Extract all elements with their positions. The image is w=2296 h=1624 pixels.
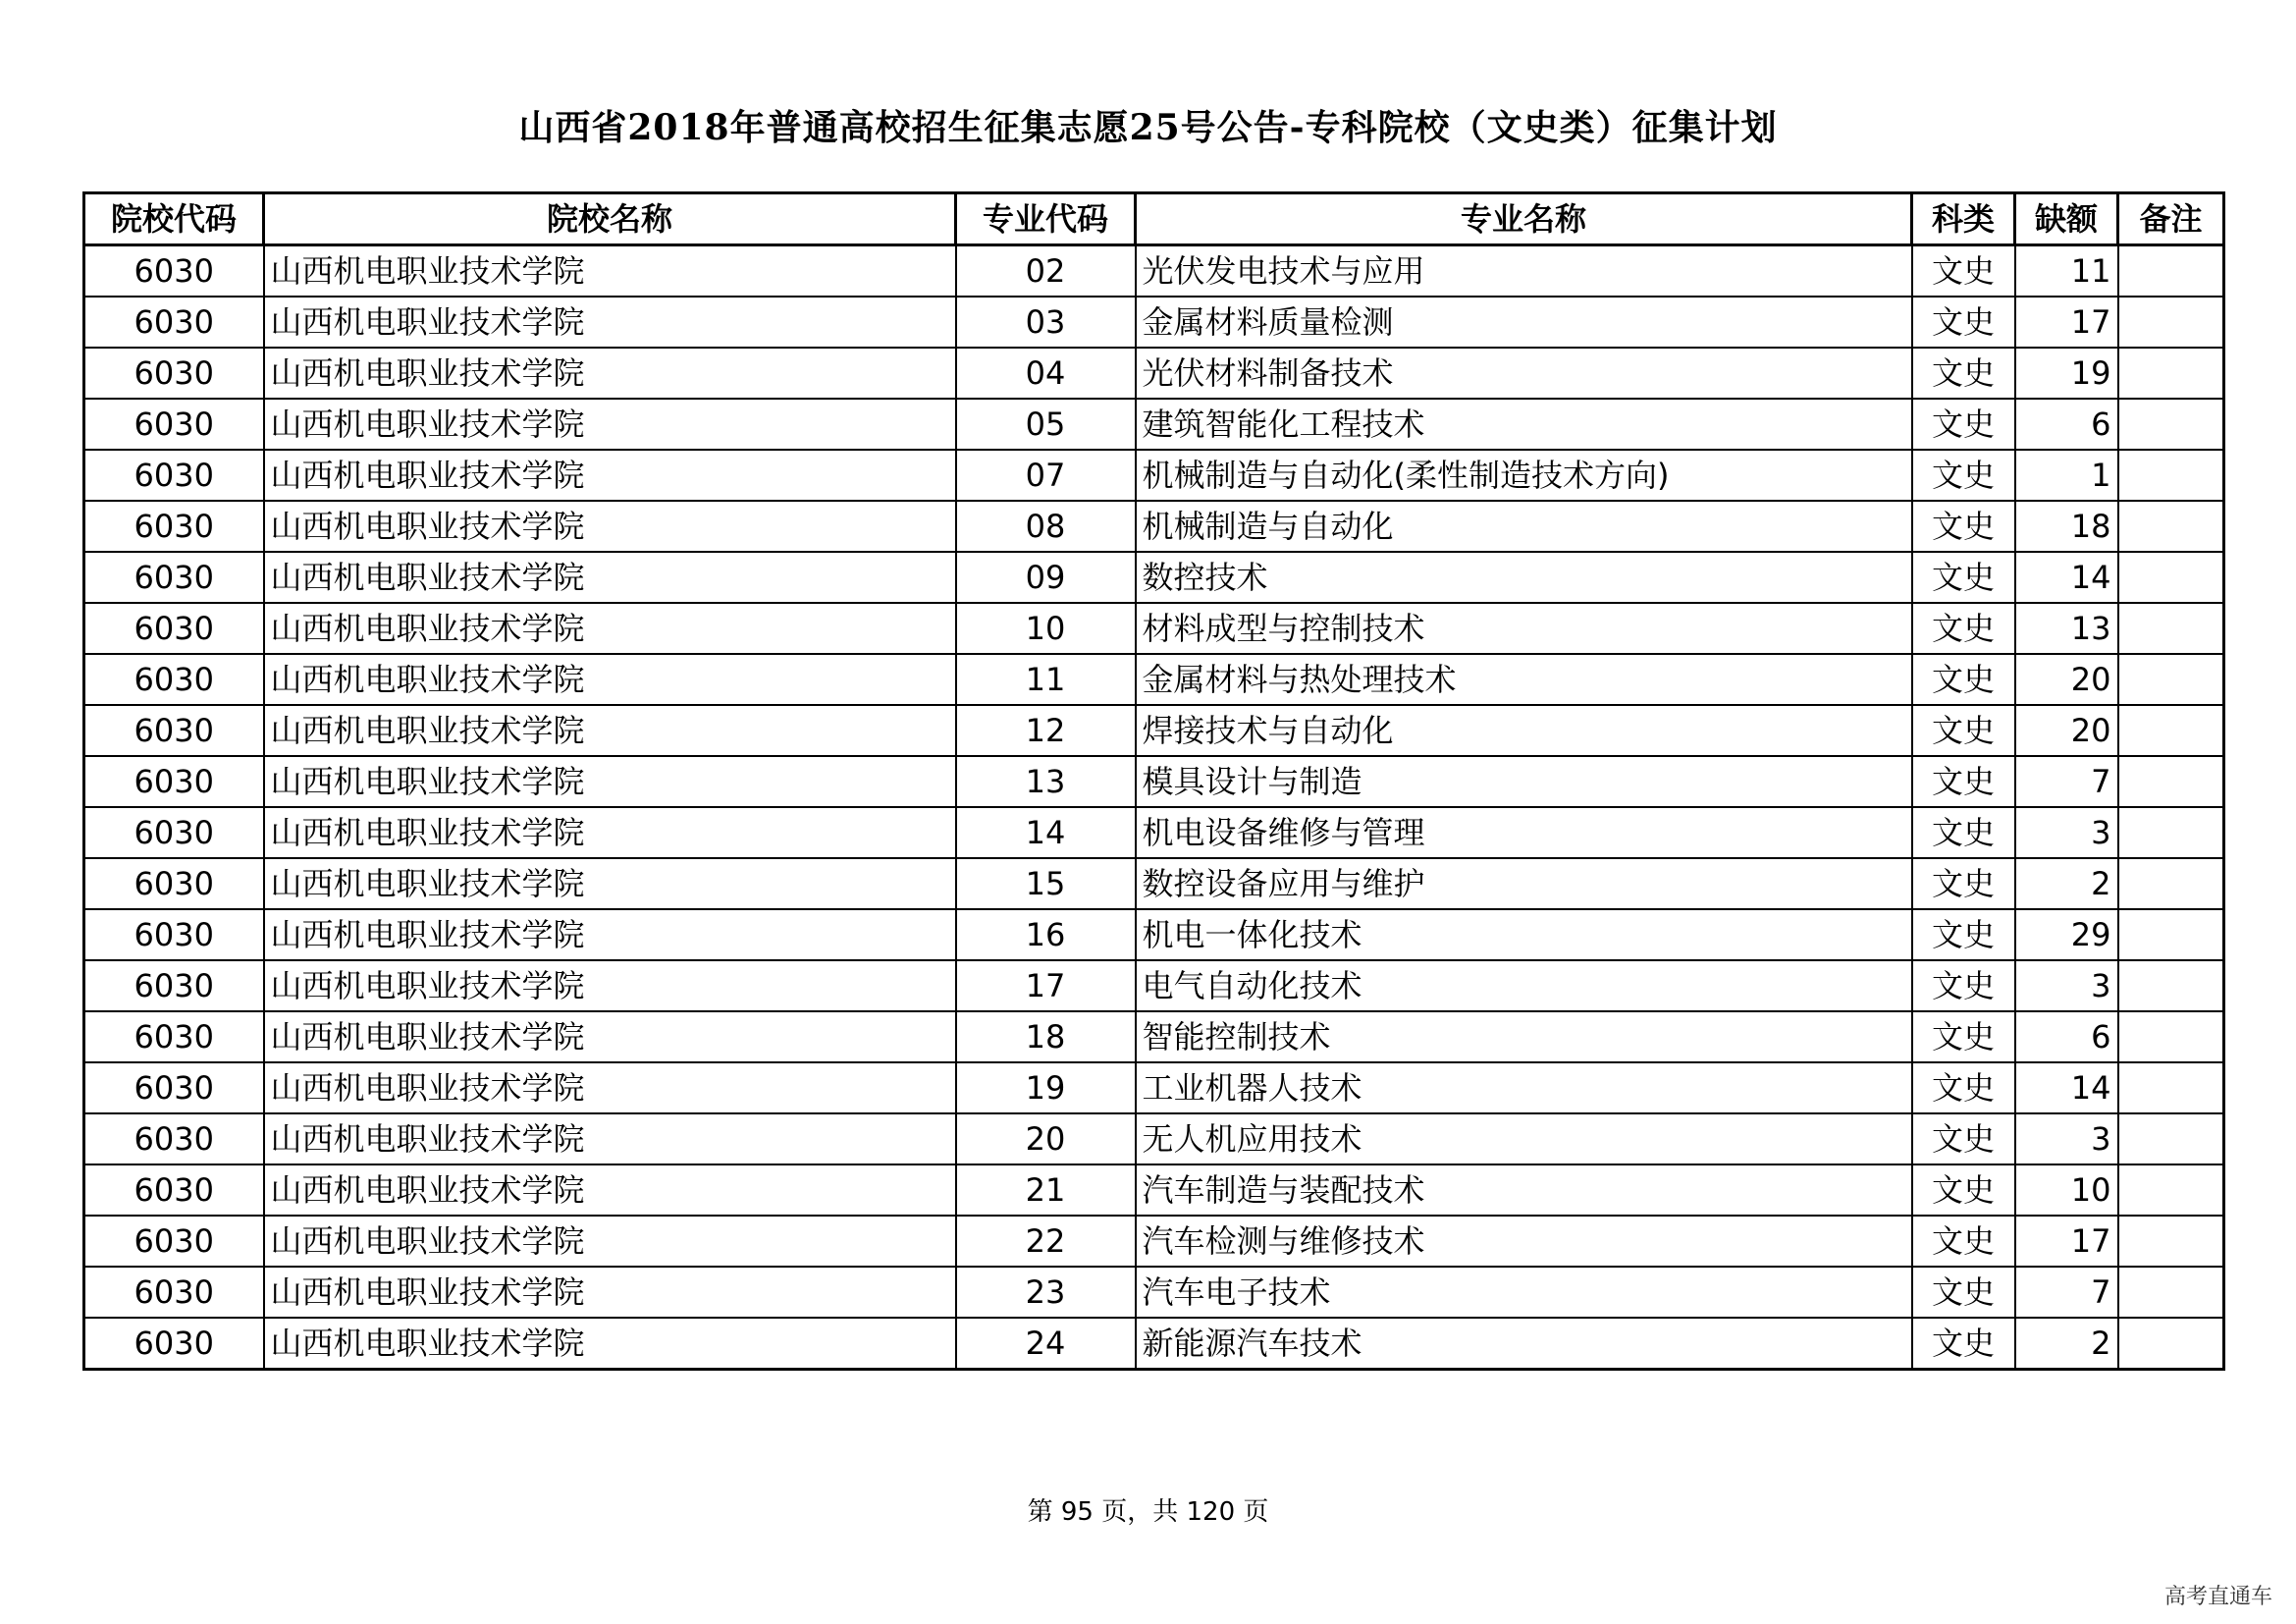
cell-school-code: 6030	[84, 807, 264, 858]
cell-remarks	[2118, 1164, 2224, 1216]
cell-remarks	[2118, 1113, 2224, 1164]
table-row	[84, 756, 2224, 807]
cell-major-code: 10	[956, 603, 1136, 654]
cell-school-code: 6030	[84, 450, 264, 501]
cell-remarks	[2118, 960, 2224, 1011]
cell-major-code: 04	[956, 348, 1136, 399]
cell-remarks	[2118, 1267, 2224, 1318]
cell-category: 文史	[1912, 603, 2015, 654]
cell-category: 文史	[1912, 960, 2015, 1011]
table-row	[84, 552, 2224, 603]
cell-remarks	[2118, 858, 2224, 909]
table-row	[84, 1164, 2224, 1216]
cell-major-code: 12	[956, 705, 1136, 756]
cell-school-code: 6030	[84, 399, 264, 450]
cell-category: 文史	[1912, 501, 2015, 552]
header-category: 科类	[1912, 193, 2015, 245]
cell-quota: 7	[2015, 1267, 2118, 1318]
cell-quota: 20	[2015, 705, 2118, 756]
cell-major-name: 汽车检测与维修技术	[1136, 1216, 1912, 1267]
cell-major-name: 金属材料质量检测	[1136, 297, 1912, 348]
cell-school-name: 山西机电职业技术学院	[264, 756, 956, 807]
cell-quota: 13	[2015, 603, 2118, 654]
cell-major-name: 智能控制技术	[1136, 1011, 1912, 1062]
cell-category: 文史	[1912, 705, 2015, 756]
table-row	[84, 1011, 2224, 1062]
cell-major-name: 材料成型与控制技术	[1136, 603, 1912, 654]
cell-quota: 17	[2015, 1216, 2118, 1267]
table-row	[84, 450, 2224, 501]
cell-major-name: 金属材料与热处理技术	[1136, 654, 1912, 705]
cell-school-name: 山西机电职业技术学院	[264, 858, 956, 909]
cell-school-code: 6030	[84, 756, 264, 807]
cell-school-name: 山西机电职业技术学院	[264, 909, 956, 960]
cell-category: 文史	[1912, 552, 2015, 603]
cell-category: 文史	[1912, 1062, 2015, 1113]
cell-remarks	[2118, 501, 2224, 552]
cell-major-name: 新能源汽车技术	[1136, 1318, 1912, 1370]
cell-school-code: 6030	[84, 603, 264, 654]
cell-category: 文史	[1912, 1267, 2015, 1318]
cell-quota: 3	[2015, 807, 2118, 858]
cell-remarks	[2118, 603, 2224, 654]
cell-school-name: 山西机电职业技术学院	[264, 1011, 956, 1062]
cell-school-name: 山西机电职业技术学院	[264, 399, 956, 450]
cell-category: 文史	[1912, 1011, 2015, 1062]
cell-category: 文史	[1912, 858, 2015, 909]
cell-school-name: 山西机电职业技术学院	[264, 1318, 956, 1370]
cell-major-code: 15	[956, 858, 1136, 909]
cell-major-code: 21	[956, 1164, 1136, 1216]
table-row	[84, 1113, 2224, 1164]
cell-remarks	[2118, 348, 2224, 399]
cell-major-name: 数控设备应用与维护	[1136, 858, 1912, 909]
cell-major-code: 23	[956, 1267, 1136, 1318]
cell-school-code: 6030	[84, 654, 264, 705]
cell-quota: 2	[2015, 1318, 2118, 1370]
cell-major-name: 电气自动化技术	[1136, 960, 1912, 1011]
table-row	[84, 1062, 2224, 1113]
cell-school-name: 山西机电职业技术学院	[264, 603, 956, 654]
header-school-name: 院校名称	[264, 193, 956, 245]
cell-school-code: 6030	[84, 1113, 264, 1164]
cell-remarks	[2118, 807, 2224, 858]
cell-remarks	[2118, 399, 2224, 450]
cell-category: 文史	[1912, 399, 2015, 450]
table-row	[84, 909, 2224, 960]
cell-major-name: 汽车电子技术	[1136, 1267, 1912, 1318]
cell-remarks	[2118, 552, 2224, 603]
table-row	[84, 1318, 2224, 1370]
cell-school-name: 山西机电职业技术学院	[264, 654, 956, 705]
cell-category: 文史	[1912, 297, 2015, 348]
cell-school-code: 6030	[84, 1216, 264, 1267]
cell-major-code: 20	[956, 1113, 1136, 1164]
cell-quota: 29	[2015, 909, 2118, 960]
table-row	[84, 705, 2224, 756]
cell-school-name: 山西机电职业技术学院	[264, 960, 956, 1011]
cell-school-code: 6030	[84, 552, 264, 603]
cell-quota: 20	[2015, 654, 2118, 705]
cell-remarks	[2118, 245, 2224, 298]
cell-school-code: 6030	[84, 1318, 264, 1370]
cell-major-name: 模具设计与制造	[1136, 756, 1912, 807]
cell-school-code: 6030	[84, 348, 264, 399]
cell-major-name: 焊接技术与自动化	[1136, 705, 1912, 756]
cell-major-code: 19	[956, 1062, 1136, 1113]
cell-category: 文史	[1912, 1164, 2015, 1216]
cell-school-code: 6030	[84, 297, 264, 348]
cell-remarks	[2118, 450, 2224, 501]
table-row	[84, 807, 2224, 858]
cell-school-code: 6030	[84, 1267, 264, 1318]
header-major-name: 专业名称	[1136, 193, 1912, 245]
cell-major-name: 工业机器人技术	[1136, 1062, 1912, 1113]
cell-school-name: 山西机电职业技术学院	[264, 1267, 956, 1318]
cell-school-code: 6030	[84, 245, 264, 298]
header-remarks: 备注	[2118, 193, 2224, 245]
cell-quota: 3	[2015, 960, 2118, 1011]
cell-quota: 3	[2015, 1113, 2118, 1164]
cell-major-name: 数控技术	[1136, 552, 1912, 603]
cell-quota: 10	[2015, 1164, 2118, 1216]
table-row	[84, 348, 2224, 399]
cell-quota: 17	[2015, 297, 2118, 348]
cell-major-name: 机电一体化技术	[1136, 909, 1912, 960]
page-title: 山西省2018年普通高校招生征集志愿25号公告-专科院校（文史类）征集计划	[518, 107, 1778, 148]
cell-school-code: 6030	[84, 858, 264, 909]
cell-major-name: 光伏发电技术与应用	[1136, 245, 1912, 298]
cell-major-code: 17	[956, 960, 1136, 1011]
cell-category: 文史	[1912, 654, 2015, 705]
watermark: 高考直通车	[2163, 1585, 2272, 1609]
cell-major-code: 07	[956, 450, 1136, 501]
cell-school-code: 6030	[84, 1062, 264, 1113]
cell-school-name: 山西机电职业技术学院	[264, 1216, 956, 1267]
cell-major-code: 18	[956, 1011, 1136, 1062]
cell-major-name: 机械制造与自动化(柔性制造技术方向)	[1136, 450, 1912, 501]
cell-major-code: 11	[956, 654, 1136, 705]
cell-school-name: 山西机电职业技术学院	[264, 705, 956, 756]
cell-major-name: 无人机应用技术	[1136, 1113, 1912, 1164]
table-row	[84, 960, 2224, 1011]
cell-major-name: 建筑智能化工程技术	[1136, 399, 1912, 450]
cell-school-name: 山西机电职业技术学院	[264, 807, 956, 858]
cell-category: 文史	[1912, 245, 2015, 298]
table-header-row	[84, 193, 2224, 245]
cell-quota: 6	[2015, 1011, 2118, 1062]
cell-remarks	[2118, 1062, 2224, 1113]
cell-major-code: 24	[956, 1318, 1136, 1370]
table-row	[84, 297, 2224, 348]
table-row	[84, 858, 2224, 909]
header-major-code: 专业代码	[956, 193, 1136, 245]
cell-remarks	[2118, 1011, 2224, 1062]
cell-major-name: 光伏材料制备技术	[1136, 348, 1912, 399]
header-school-code: 院校代码	[84, 193, 264, 245]
cell-remarks	[2118, 909, 2224, 960]
cell-quota: 1	[2015, 450, 2118, 501]
cell-school-name: 山西机电职业技术学院	[264, 348, 956, 399]
cell-school-code: 6030	[84, 1011, 264, 1062]
cell-school-name: 山西机电职业技术学院	[264, 552, 956, 603]
cell-remarks	[2118, 756, 2224, 807]
enrollment-plan-table	[82, 191, 2225, 1371]
cell-category: 文史	[1912, 1113, 2015, 1164]
cell-remarks	[2118, 705, 2224, 756]
cell-category: 文史	[1912, 348, 2015, 399]
cell-school-code: 6030	[84, 909, 264, 960]
cell-major-code: 02	[956, 245, 1136, 298]
cell-quota: 14	[2015, 552, 2118, 603]
header-quota: 缺额	[2015, 193, 2118, 245]
page-number: 第 95 页，共 120 页	[1027, 1497, 1269, 1527]
cell-category: 文史	[1912, 807, 2015, 858]
cell-school-name: 山西机电职业技术学院	[264, 1062, 956, 1113]
cell-major-code: 14	[956, 807, 1136, 858]
table-body	[84, 245, 2224, 1370]
cell-remarks	[2118, 297, 2224, 348]
cell-major-code: 03	[956, 297, 1136, 348]
cell-remarks	[2118, 1216, 2224, 1267]
cell-school-name: 山西机电职业技术学院	[264, 1164, 956, 1216]
cell-major-code: 09	[956, 552, 1136, 603]
cell-school-code: 6030	[84, 705, 264, 756]
cell-major-code: 08	[956, 501, 1136, 552]
cell-major-name: 机械制造与自动化	[1136, 501, 1912, 552]
cell-school-name: 山西机电职业技术学院	[264, 245, 956, 298]
cell-category: 文史	[1912, 756, 2015, 807]
cell-school-name: 山西机电职业技术学院	[264, 501, 956, 552]
cell-school-name: 山西机电职业技术学院	[264, 297, 956, 348]
cell-quota: 2	[2015, 858, 2118, 909]
cell-major-code: 16	[956, 909, 1136, 960]
cell-major-name: 汽车制造与装配技术	[1136, 1164, 1912, 1216]
cell-school-code: 6030	[84, 960, 264, 1011]
table-row	[84, 399, 2224, 450]
cell-quota: 7	[2015, 756, 2118, 807]
cell-quota: 18	[2015, 501, 2118, 552]
cell-major-code: 05	[956, 399, 1136, 450]
cell-remarks	[2118, 1318, 2224, 1370]
cell-quota: 19	[2015, 348, 2118, 399]
cell-school-name: 山西机电职业技术学院	[264, 1113, 956, 1164]
cell-school-name: 山西机电职业技术学院	[264, 450, 956, 501]
table-row	[84, 1267, 2224, 1318]
table-row	[84, 654, 2224, 705]
cell-quota: 6	[2015, 399, 2118, 450]
cell-major-code: 22	[956, 1216, 1136, 1267]
cell-school-code: 6030	[84, 1164, 264, 1216]
table-row	[84, 1216, 2224, 1267]
cell-school-code: 6030	[84, 501, 264, 552]
cell-category: 文史	[1912, 909, 2015, 960]
cell-remarks	[2118, 654, 2224, 705]
cell-quota: 11	[2015, 245, 2118, 298]
cell-category: 文史	[1912, 1318, 2015, 1370]
table-row	[84, 501, 2224, 552]
cell-quota: 14	[2015, 1062, 2118, 1113]
cell-category: 文史	[1912, 1216, 2015, 1267]
table-row	[84, 245, 2224, 298]
cell-major-code: 13	[956, 756, 1136, 807]
cell-category: 文史	[1912, 450, 2015, 501]
table-row	[84, 603, 2224, 654]
cell-major-name: 机电设备维修与管理	[1136, 807, 1912, 858]
